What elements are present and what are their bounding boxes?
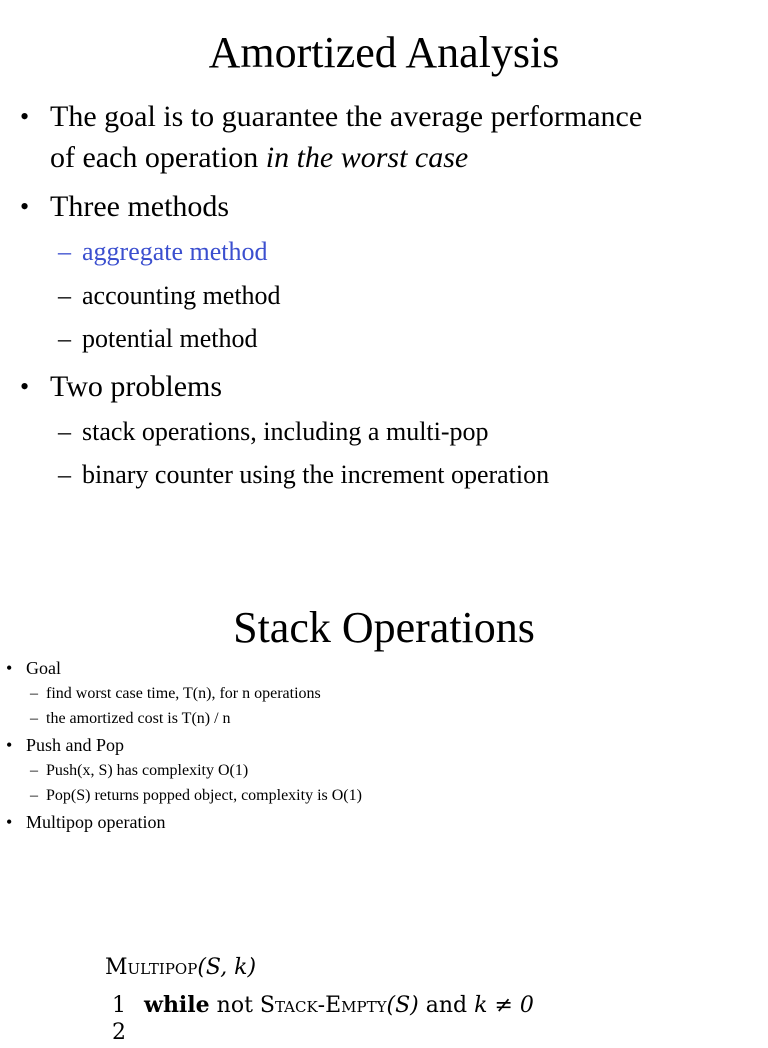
bullet-goal-plain: of each operation	[50, 141, 266, 174]
sub-item-text: Pop(S) returns popped object, complexity is O(1)	[46, 787, 362, 804]
sub-item-binary-counter	[58, 459, 549, 491]
sub-item-text: potential method	[82, 324, 258, 353]
keyword-and: and	[418, 993, 475, 1018]
slide-title-amortized-analysis: Amortized Analysis	[208, 28, 560, 77]
dash: –	[58, 281, 71, 310]
bullet-dot: •	[20, 372, 30, 401]
dash: –	[58, 237, 71, 266]
sub-item-stack-operations	[58, 416, 489, 448]
sub-item-worst-case-time	[30, 684, 321, 704]
algorithm-line-2-cut	[112, 1018, 126, 1048]
sub-item-accounting-method	[58, 280, 281, 312]
dash: –	[58, 417, 71, 446]
line-number: 1	[112, 993, 126, 1018]
bullet-dot: •	[20, 192, 30, 221]
sub-item-push	[30, 761, 248, 781]
bullet-goal-line2	[50, 138, 468, 178]
bullet-two-problems-text: Two problems	[50, 370, 223, 403]
bullet-text: Goal	[26, 658, 61, 678]
dash: –	[30, 685, 38, 702]
sub-item-text: accounting method	[82, 281, 281, 310]
sub-item-text: Push(x, S) has complexity O(1)	[46, 762, 249, 779]
keyword-while: while	[144, 992, 210, 1018]
bullet-dot: •	[6, 658, 13, 678]
bullet-dot: •	[6, 735, 13, 755]
dash: –	[30, 710, 38, 727]
slide-title-stack-operations: Stack Operations	[233, 603, 535, 652]
dash: –	[30, 762, 38, 779]
bullet-dot: •	[20, 102, 30, 131]
function-stack-empty: Stack-Empty	[259, 993, 387, 1018]
keyword-not: not	[209, 993, 260, 1018]
bullet-goal-2	[6, 657, 61, 679]
function-arg: (S)	[386, 993, 419, 1018]
algorithm-params: (S, k)	[197, 955, 257, 980]
bullet-text: Push and Pop	[26, 735, 125, 755]
sub-item-text: stack operations, including a multi-pop	[82, 417, 489, 446]
dash: –	[58, 460, 71, 489]
sub-item-aggregate-method	[58, 236, 268, 268]
algorithm-signature	[105, 953, 256, 983]
sub-item-pop	[30, 786, 362, 806]
bullet-text: Multipop operation	[26, 812, 166, 832]
sub-item-text: binary counter using the increment operation	[82, 460, 550, 489]
sub-item-text: the amortized cost is T(n) / n	[46, 710, 231, 727]
dash: –	[30, 787, 38, 804]
sub-item-potential-method	[58, 323, 257, 355]
dash: –	[58, 324, 71, 353]
bullet-goal-line1: The goal is to guarantee the average performance	[50, 100, 643, 133]
algorithm-line-1	[112, 990, 534, 1021]
sub-item-amortized-cost	[30, 709, 231, 729]
bullet-goal-italic: in the worst case	[265, 141, 469, 174]
sub-item-text: find worst case time, T(n), for n operations	[46, 685, 321, 702]
bullet-multipop	[6, 811, 165, 833]
line-number: 2	[112, 1020, 126, 1045]
bullet-three-methods-text: Three methods	[50, 190, 230, 223]
sub-item-text: aggregate method	[82, 237, 268, 266]
bullet-dot: •	[6, 812, 13, 832]
algorithm-name: Multipop	[105, 955, 198, 980]
condition: k ≠ 0	[474, 993, 534, 1018]
bullet-push-pop	[6, 734, 124, 756]
